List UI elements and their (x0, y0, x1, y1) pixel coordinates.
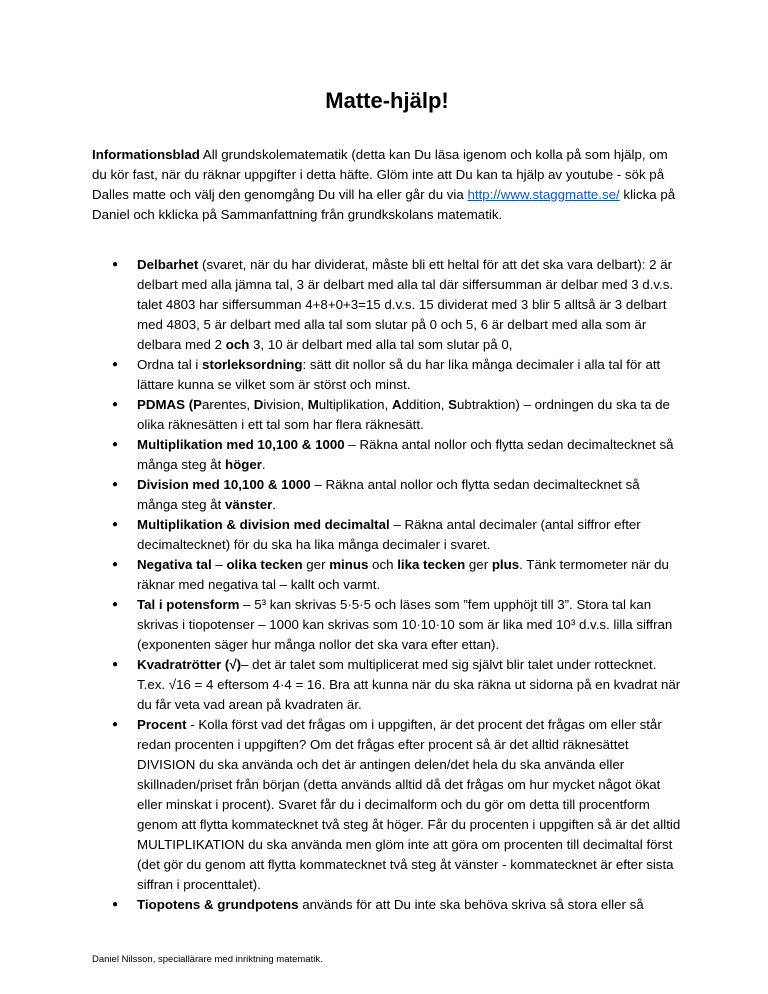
intro-text: All grundskolematematik (detta kan Du läsa igenom och kolla på som hjälp, om du kör fast, när du räknar uppgifter i detta häfte. Glöm inte att Du kan ta hjälp av youtube - sök på Dalles matte och välj den genomgång Du vill ha eller går du via (92, 147, 668, 202)
item-text: (svaret, när du har dividerat, måste bli ett heltal för att det ska vara delbart): 2 är delbart med alla jämna tal, 3 är delbart med alla tal där siffersumman är delbar med 3 d.v.s. talet 4803 har siffersumman 4+8+0+3=15 d.v.s. 15 dividerat med 3 blir 5 alltså är 3 delbart med 4803, 5 är delbart med alla tal som slutar på 0 och 5, 6 är delbart med alla som är delbara med 2 (137, 257, 674, 352)
item-text: ger (465, 557, 492, 572)
item-text: – (211, 557, 227, 572)
item-text: Ordna tal i (137, 357, 203, 372)
term: Negativa tal (137, 557, 212, 572)
term: storleksordning (202, 357, 303, 372)
list-item (92, 355, 682, 395)
list-item (92, 395, 682, 435)
staggmatte-link[interactable]: http://www.staggmatte.se/ (467, 187, 620, 202)
item-text: används för att Du inte ska behöva skriva så stora eller så (298, 897, 644, 912)
term: Multiplikation med 10,100 & 1000 (137, 437, 345, 452)
term: Multiplikation & division med decimaltal (137, 517, 390, 532)
item-text: arentes, (202, 397, 254, 412)
list-item (92, 255, 682, 355)
item-text: – Räkna antal decimaler (antal siffror efter decimaltecknet) för du ska ha lika många decimaler i svaret. (137, 517, 641, 552)
item-text: : sätt dit nollor så du har lika många decimaler i alla tal för att lättare kunna se vilket som är störst och minst. (137, 357, 661, 392)
page-footer: Daniel Nilsson, speciallärare med inriktning matematik. (92, 954, 323, 965)
term: lika tecken (397, 557, 466, 572)
list-item (92, 475, 682, 515)
item-text: ultiplikation, (318, 397, 392, 412)
item-text: . (272, 497, 276, 512)
term: olika tecken (226, 557, 303, 572)
term: A (391, 397, 402, 412)
term: S (448, 397, 458, 412)
term: vänster (224, 497, 273, 512)
page-title: Matte-hjälp! (325, 88, 449, 113)
term: höger (224, 457, 262, 472)
item-text: . Tänk termometer när du räknar med negativa tal – kallt och varmt. (137, 557, 669, 592)
term: D (253, 397, 264, 412)
list-item (92, 895, 682, 915)
item-text: 3, 10 är delbart med alla tal som slutar på 0, (249, 337, 513, 352)
term: Division med 10,100 & 1000 (137, 477, 311, 492)
term: minus (329, 557, 369, 572)
intro-text-end: klicka på Daniel och kklicka på Sammanfattning från grundkskolans matematik. (92, 187, 676, 222)
list-item (92, 435, 682, 475)
term: Tal i potensform (137, 597, 240, 612)
intro-lead: Informationsblad (92, 147, 200, 162)
list-item (92, 595, 682, 655)
item-text: – 5³ kan skrivas 5·5·5 och läses som ”fem upphöjt till 3”. Stora tal kan skrivas i tiopotenser – 1000 kan skrivas som 10·10·10 som är lika med 10³ d.v.s. lilla siffran (exponenten säger hur många nollor det ska vara efter ettan). (137, 597, 673, 652)
term: plus (491, 557, 520, 572)
intro-paragraph (92, 145, 682, 225)
item-text: – Räkna antal nollor och flytta sedan decimaltecknet så många steg åt (137, 437, 674, 472)
list-item (92, 515, 682, 555)
item-text: ubtraktion) – ordningen du ska ta de olika räknesätten i ett tal som har flera räknesätt. (137, 397, 670, 432)
item-text: – det är talet som multiplicerat med sig självt blir talet under rottecknet. T.ex. √16 = 4 eftersom 4·4 = 16. Bra att kunna när du ska räkna ut sidorna på en kvadrat när du får veta vad arean på kvadraten är. (137, 657, 681, 712)
item-text: - Kolla först vad det frågas om i uppgiften, är det procent det frågas om eller står redan procenten i uppgiften? Om det frågas efter procent så är det alltid räknesättet DIVISION du ska använda och det är antingen delen/det hela du ska använda eller skillnaden/priset från början (detta används alltid då det frågas om hur mycket något ökat eller minskat i procent). Svaret får du i decimalform och du gör om detta till procentform genom att flytta kommatecknet två steg åt höger. Får du procenten i uppgiften så är det alltid MULTIPLIKATION du ska använda men glöm inte att göra om procenten till decimaltal först (det gör du genom att flytta kommatecknet två steg åt vänster - kommatecknet är efter sista siffran i procenttalet). (137, 717, 681, 892)
term: Tiopotens & grundpotens (137, 897, 299, 912)
bullet-list (92, 255, 682, 915)
item-text: ivision, (263, 397, 308, 412)
list-item (92, 715, 682, 895)
list-item (92, 555, 682, 595)
term: Kvadratrötter (√) (137, 657, 242, 672)
list-item (92, 655, 682, 715)
item-text: – Räkna antal nollor och flytta sedan decimaltecknet så många steg åt (137, 477, 640, 512)
item-text: ger (302, 557, 330, 572)
term: Procent (137, 717, 187, 732)
item-text: och (368, 557, 398, 572)
item-text: . (261, 457, 266, 472)
term: och (225, 337, 250, 352)
term: PDMAS (P (137, 397, 203, 412)
term: Delbarhet (137, 257, 199, 272)
term: M (307, 397, 319, 412)
item-text: ddition, (401, 397, 449, 412)
